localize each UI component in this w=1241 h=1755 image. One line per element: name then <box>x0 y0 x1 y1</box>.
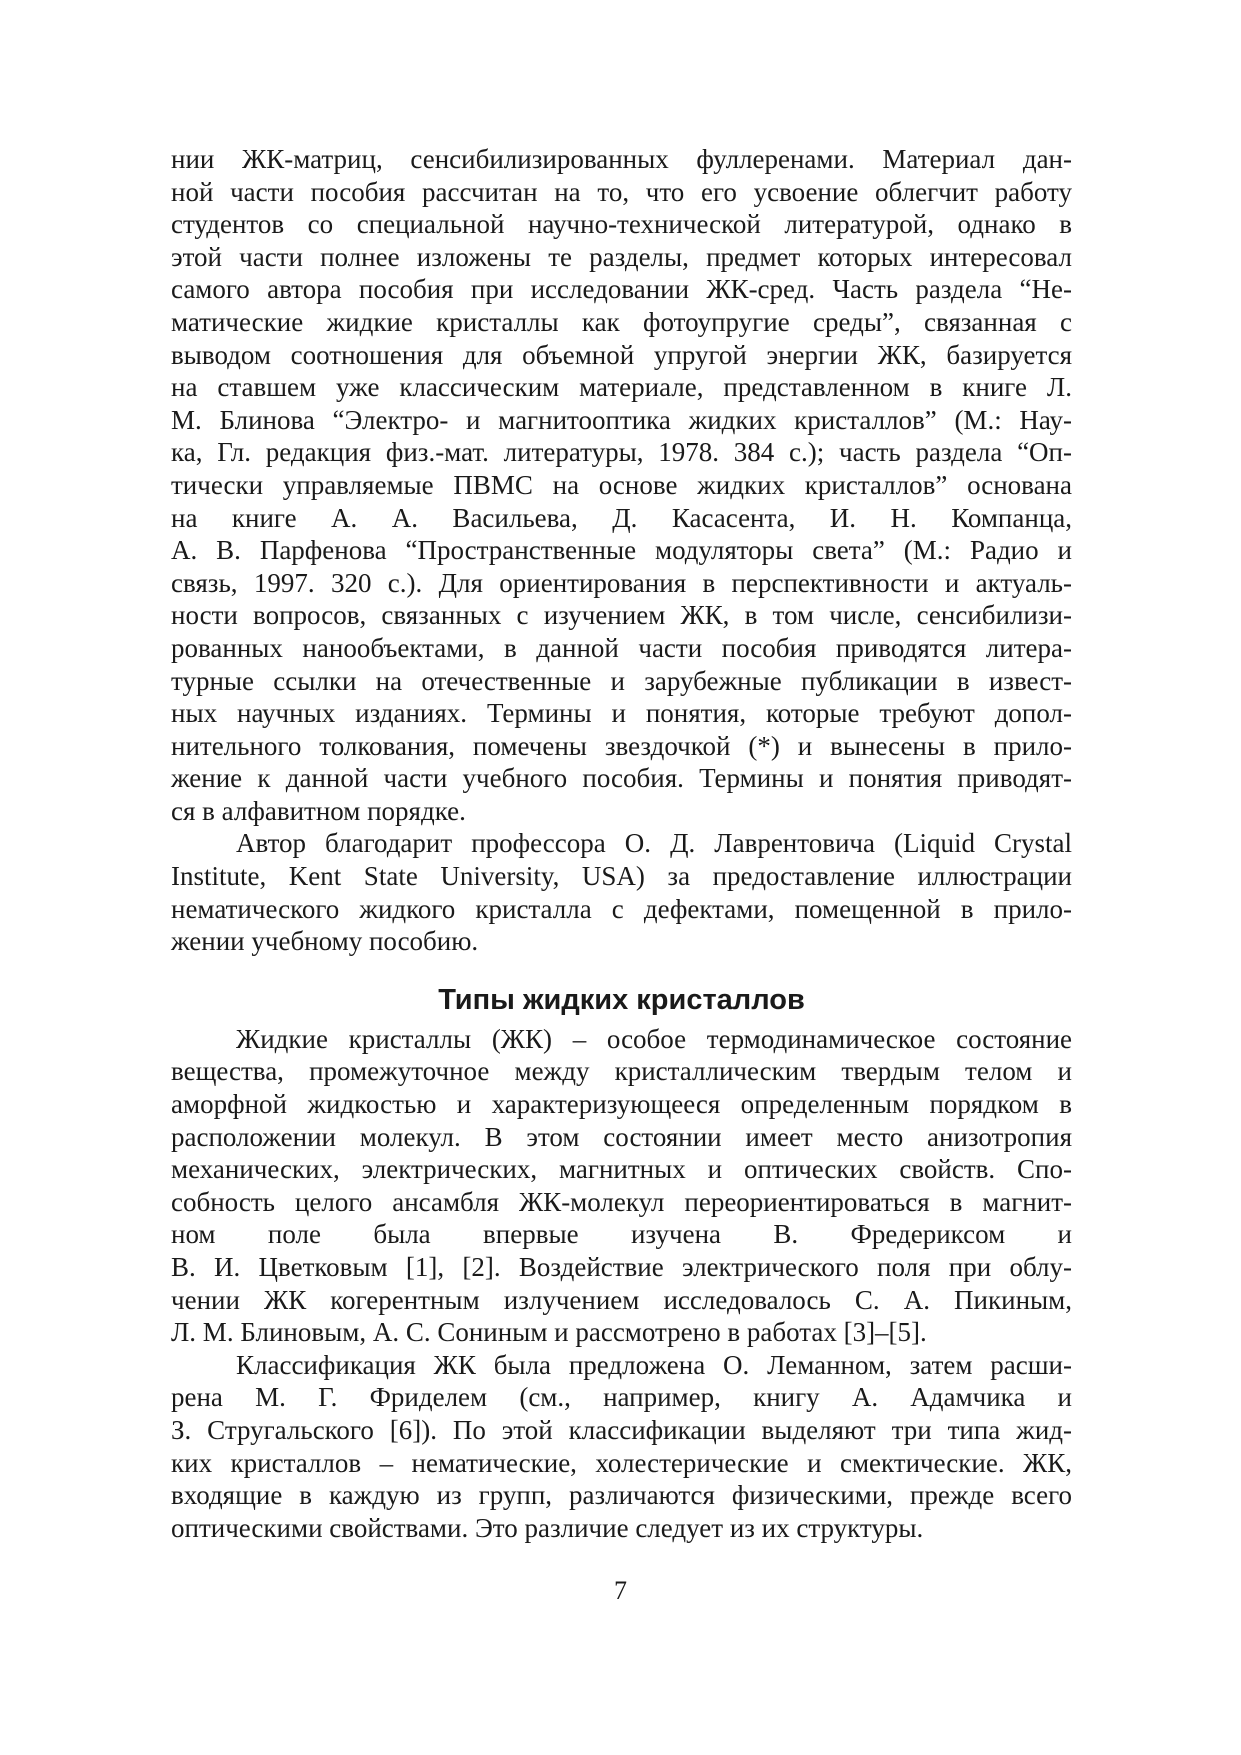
text-line: Автор благодарит профессора О. Д. Лаврентовича (Liquid Crystal <box>236 828 1072 859</box>
text-line: Жидкие кристаллы (ЖК) – особое термодинамическое состояние <box>236 1023 1072 1054</box>
paragraph-acknowledgement <box>171 827 1072 957</box>
text-line: на книге А. А. Васильева, Д. Касасента, И. Н. Компанца, <box>171 502 1072 533</box>
text-line: студентов со специальной научно-технической литературой, однако в <box>171 209 1072 240</box>
page-content <box>171 143 1072 1544</box>
text-line: М. Блинова “Электро- и магнитооптика жидких кристаллов” (М.: Нау- <box>171 404 1072 435</box>
text-line: Institute, Kent State University, USA) за предоставление иллюстрации <box>171 861 1072 892</box>
text-line: ких кристаллов – нематические, холестерические и смектические. ЖК, <box>171 1447 1072 1478</box>
section-heading: Типы жидких кристаллов <box>438 983 805 1016</box>
text-line: матические жидкие кристаллы как фотоупругие среды”, связанная с <box>171 306 1072 337</box>
text-line: выводом соотношения для объемной упругой энергии ЖК, базируется <box>171 339 1072 370</box>
text-line: аморфной жидкостью и характеризующееся определенным порядком в <box>171 1089 1072 1120</box>
paragraph-definition <box>171 1023 1072 1349</box>
text-line: оптическими свойствами. Это различие следует из их структуры. <box>171 1512 924 1543</box>
text-line: жении учебному пособию. <box>171 926 479 957</box>
text-line: нии ЖК-матриц, сенсибилизированных фуллеренами. Материал дан- <box>171 144 1072 174</box>
text-line: А. В. Парфенова “Пространственные модуляторы света” (М.: Радио и <box>171 535 1072 566</box>
text-line: нительного толкования, помечены звездочкой (*) и вынесены в прило- <box>171 730 1072 761</box>
text-line: входящие в каждую из групп, различаются физическими, прежде всего <box>171 1480 1072 1511</box>
text-line: этой части полнее изложены те разделы, предмет которых интересовал <box>171 241 1072 272</box>
text-line: З. Стругальского [6]). По этой классификации выделяют три типа жид- <box>171 1414 1072 1445</box>
text-line: вещества, промежуточное между кристаллическим твердым телом и <box>171 1056 1072 1087</box>
text-line: связь, 1997. 320 с.). Для ориентирования в перспективности и актуаль- <box>171 567 1072 598</box>
text-line: В. И. Цветковым [1], [2]. Воздействие электрического поля при облу- <box>171 1252 1072 1282</box>
text-line: ной части пособия рассчитан на то, что его усвоение облегчит работу <box>171 176 1072 207</box>
text-line: собность целого ансамбля ЖК-молекул переориентироваться в магнит- <box>171 1186 1072 1217</box>
text-line: рена М. Г. Фриделем (см., например, книгу А. Адамчика и <box>171 1382 1072 1413</box>
text-line: на ставшем уже классическим материале, представленном в книге Л. <box>171 372 1072 403</box>
text-line: рованных нанообъектами, в данной части пособия приводятся литера- <box>171 632 1072 663</box>
text-line: Л. М. Блиновым, А. С. Сониным и рассмотрено в работах [3]–[5]. <box>171 1317 927 1348</box>
paragraph-intro-continued <box>171 143 1072 827</box>
text-line: ся в алфавитном порядке. <box>171 795 466 826</box>
text-line: ности вопросов, связанных с изучением ЖК, в том числе, сенсибилизи- <box>171 600 1072 631</box>
text-line: ных научных изданиях. Термины и понятия, которые требуют допол- <box>171 698 1072 729</box>
paragraph-classification <box>171 1349 1072 1545</box>
text-line: механических, электрических, магнитных и оптических свойств. Спо- <box>171 1154 1072 1185</box>
text-line: расположении молекул. В этом состоянии имеет место анизотропия <box>171 1121 1072 1152</box>
text-line: нематического жидкого кристалла с дефектами, помещенной в прило- <box>171 893 1072 924</box>
text-line: ка, Гл. редакция физ.-мат. литературы, 1978. 384 с.); часть раздела “Оп- <box>171 437 1072 468</box>
text-line: тически управляемые ПВМС на основе жидких кристаллов” основана <box>171 469 1072 500</box>
text-line: самого автора пособия при исследовании ЖК-сред. Часть раздела “Не- <box>171 274 1072 305</box>
text-line: жение к данной части учебного пособия. Термины и понятия приводят- <box>171 763 1072 794</box>
text-line: ном поле была впервые изучена В. Фредериксом и <box>171 1219 1072 1250</box>
page-number: 7 <box>614 1576 627 1605</box>
text-line: Классификация ЖК была предложена О. Леманном, затем расши- <box>236 1349 1072 1380</box>
text-line: турные ссылки на отечественные и зарубежные публикации в извест- <box>171 665 1072 696</box>
text-line: чении ЖК когерентным излучением исследовалось С. А. Пикиным, <box>171 1284 1072 1315</box>
